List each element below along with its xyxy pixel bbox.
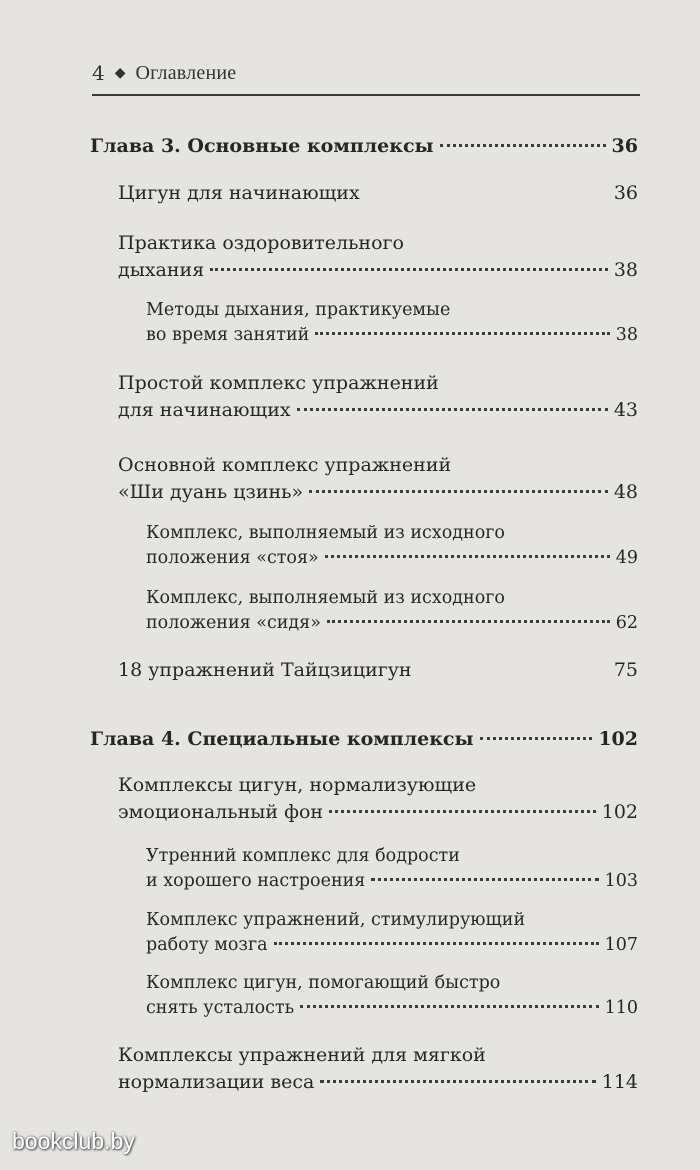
header-title: Оглавление	[135, 61, 237, 84]
toc-page-number: 114	[601, 1071, 638, 1093]
toc-entry-title: Практика оздоровительного	[118, 232, 404, 254]
dot-leader	[329, 810, 596, 813]
dot-leader	[315, 332, 609, 335]
toc-page-number: 102	[601, 801, 638, 823]
toc-entry-title: Методы дыхания, практикуемые	[146, 300, 451, 320]
toc-entry-title-cont: во время занятий	[146, 325, 310, 345]
toc-entry-title: Комплексы цигун, нормализующие	[118, 774, 477, 796]
watermark: bookclub.by	[12, 1128, 135, 1154]
toc-subentry	[146, 586, 638, 636]
toc-entry-title: Утренний комплекс для бодрости	[146, 846, 460, 866]
toc-entry	[118, 657, 638, 684]
dot-leader	[480, 737, 593, 740]
toc-entry-title-cont: снять усталость	[146, 998, 295, 1018]
toc-entry-title-cont: положения «стоя»	[146, 548, 319, 568]
toc-subentry	[146, 521, 638, 571]
toc-entry	[118, 1042, 638, 1096]
toc-page-number: 48	[613, 481, 638, 503]
toc-subentry	[146, 971, 638, 1021]
toc-chapter-3	[90, 135, 638, 157]
toc-page-number: 103	[604, 871, 638, 891]
toc-subentry	[146, 844, 638, 894]
toc-entry-title: Простой комплекс упражнений	[118, 372, 439, 394]
toc-page-number: 38	[615, 325, 638, 345]
toc-page-number: 49	[615, 548, 638, 568]
dot-leader	[309, 490, 608, 493]
diamond-icon: ◆	[114, 65, 126, 81]
toc-entry-title: Основной комплекс упражнений	[118, 454, 452, 476]
dot-leader	[320, 1080, 595, 1083]
toc-entry	[118, 370, 638, 424]
toc-page-number: 36	[613, 182, 638, 204]
toc-subentry	[146, 908, 638, 958]
toc-page-number: 62	[615, 613, 638, 633]
toc-page-number: 75	[613, 659, 638, 681]
toc-entry-title-cont: дыхания	[118, 259, 205, 281]
toc-entry-title: Комплекс, выполняемый из исходного	[146, 523, 505, 543]
toc-page-number: 107	[604, 935, 638, 955]
toc-entry	[118, 452, 638, 506]
toc-chapter-4	[90, 728, 638, 750]
toc-page-number: 102	[598, 728, 638, 750]
toc-entry-title-cont: нормализации веса	[118, 1071, 315, 1093]
dot-leader	[325, 555, 610, 558]
toc-entry-title-cont: для начинающих	[118, 399, 291, 421]
toc-entry-title-cont: положения «сидя»	[146, 613, 321, 633]
toc-entry-title: Комплекс упражнений, стимулирующий	[146, 910, 526, 930]
toc-entry-title: Комплекс, выполняемый из исходного	[146, 588, 505, 608]
toc-entry-title: Цигун для начинающих	[118, 182, 360, 204]
toc-entry-title: Комплекс цигун, помогающий быстро	[146, 973, 501, 993]
toc-entry	[118, 180, 638, 207]
toc-entry-title: 18 упражнений Тайцзицигун	[118, 659, 412, 681]
dot-leader	[440, 144, 606, 147]
toc-entry-title-cont: работу мозга	[146, 935, 268, 955]
dot-leader	[371, 878, 598, 881]
toc-subentry	[146, 298, 638, 348]
toc-page-number: 38	[613, 259, 638, 281]
toc-entry	[118, 230, 638, 284]
dot-leader	[210, 268, 608, 271]
dot-leader	[297, 408, 608, 411]
toc-entry-title-cont: эмоциональный фон	[118, 801, 324, 823]
toc-entry-title: Глава 4. Специальные комплексы	[90, 728, 474, 750]
toc-page-number: 110	[604, 998, 638, 1018]
page-number: 4	[92, 61, 105, 85]
dot-leader	[274, 942, 599, 945]
dot-leader	[327, 620, 610, 623]
toc-entry-title-cont: и хорошего настроения	[146, 871, 366, 891]
toc-page-number: 43	[613, 399, 638, 421]
toc-entry	[118, 772, 638, 826]
toc-entry-title: Комплексы упражнений для мягкой	[118, 1044, 486, 1066]
toc-page-number: 36	[611, 135, 638, 157]
toc-entry-title: Глава 3. Основные комплексы	[90, 135, 434, 157]
toc-entry-title-cont: «Ши дуань цзинь»	[118, 481, 304, 503]
dot-leader	[300, 1005, 598, 1008]
